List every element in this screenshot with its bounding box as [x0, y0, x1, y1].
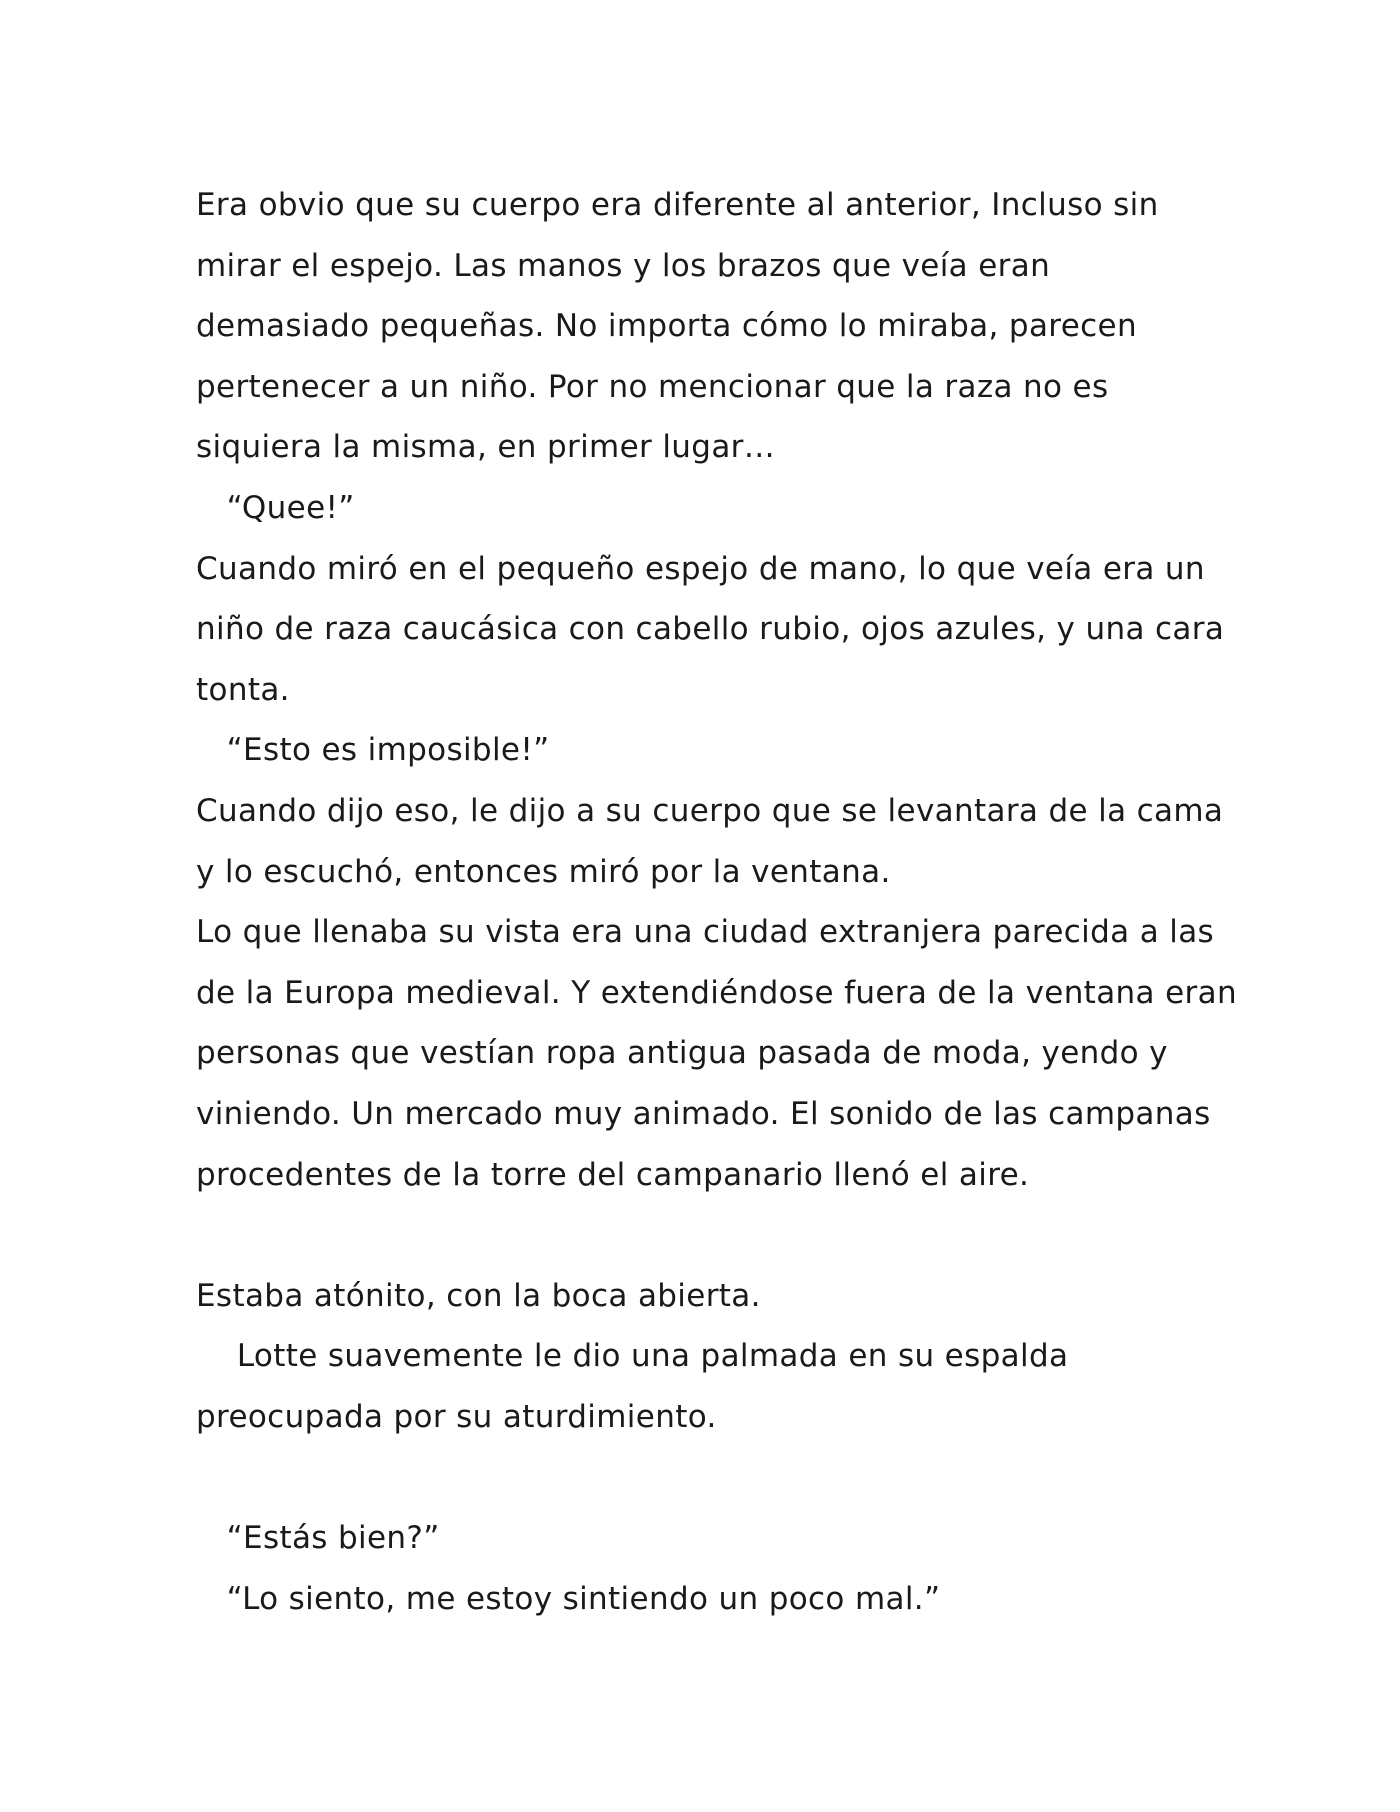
- text-line: personas que vestían ropa antigua pasada de moda, yendo y: [196, 1035, 1168, 1072]
- dialogue-line: “Esto es imposible!”: [196, 732, 550, 769]
- text-line: tonta.: [196, 671, 290, 708]
- dialogue-line: “Lo siento, me estoy sintiendo un poco mal.”: [196, 1580, 941, 1617]
- dialogue-line: “Estás bien?”: [196, 1520, 440, 1557]
- dialogue-line: “Quee!”: [196, 489, 355, 526]
- text-line: demasiado pequeñas. No importa cómo lo miraba, parecen: [196, 308, 1137, 345]
- text-line: siquiera la misma, en primer lugar…: [196, 429, 776, 466]
- text-line: Lotte suavemente le dio una palmada en su espalda: [196, 1338, 1069, 1375]
- text-line: viniendo. Un mercado muy animado. El sonido de las campanas: [196, 1095, 1211, 1132]
- body-text: [196, 175, 1236, 1629]
- text-line: niño de raza caucásica con cabello rubio, ojos azules, y una cara: [196, 611, 1225, 648]
- text-line: preocupada por su aturdimiento.: [196, 1398, 717, 1435]
- text-line: Lo que llenaba su vista era una ciudad extranjera parecida a las: [196, 914, 1215, 951]
- text-line: procedentes de la torre del campanario llenó el aire.: [196, 1156, 1030, 1193]
- text-line: y lo escuchó, entonces miró por la ventana.: [196, 853, 891, 890]
- blank-line: [196, 1205, 1236, 1266]
- text-line: Estaba atónito, con la boca abierta.: [196, 1277, 761, 1314]
- text-line: Cuando miró en el pequeño espejo de mano, lo que veía era un: [196, 550, 1205, 587]
- text-line: mirar el espejo. Las manos y los brazos que veía eran: [196, 247, 1051, 284]
- text-line: Cuando dijo eso, le dijo a su cuerpo que se levantara de la cama: [196, 792, 1224, 829]
- text-line: de la Europa medieval. Y extendiéndose fuera de la ventana eran: [196, 974, 1237, 1011]
- blank-line: [196, 1447, 1236, 1508]
- text-line: pertenecer a un niño. Por no mencionar que la raza no es: [196, 368, 1109, 405]
- text-line: Era obvio que su cuerpo era diferente al anterior, Incluso sin: [196, 187, 1159, 223]
